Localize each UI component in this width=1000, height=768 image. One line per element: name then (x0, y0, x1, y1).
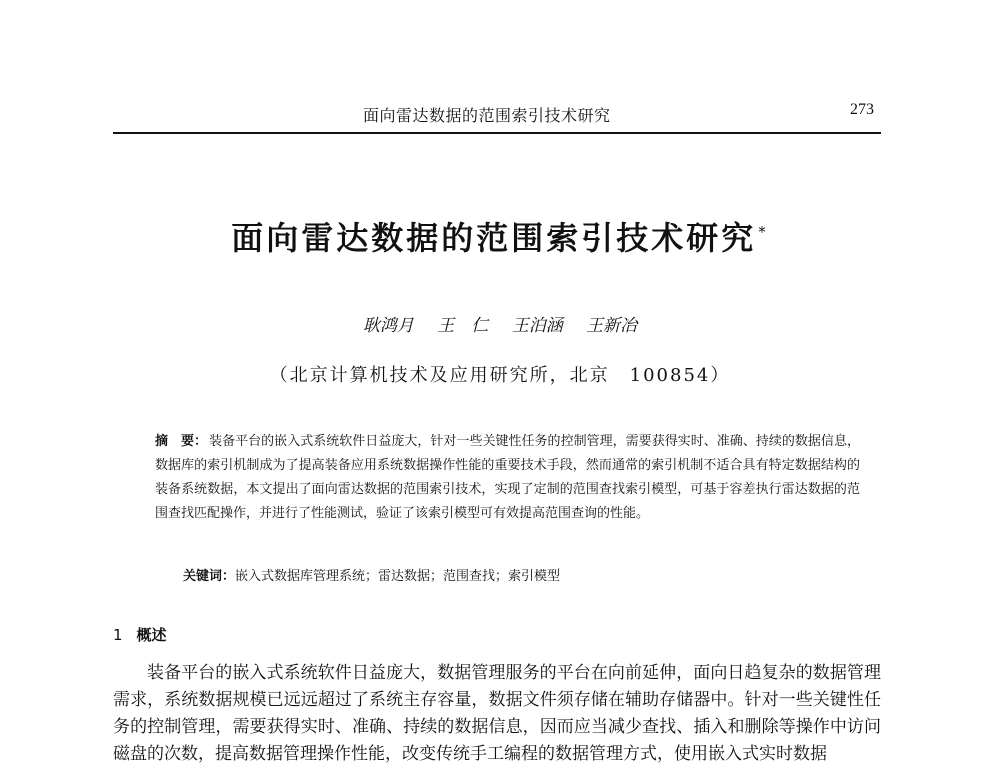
title-footnote-mark: * (758, 223, 769, 242)
author-name: 耿鸿月 (362, 316, 414, 336)
abstract-text: 装备平台的嵌入式系统软件日益庞大，针对一些关键性任务的控制管理，需要获得实时、准确、持续的数据信息，数据库的索引机制成为了提高装备应用系统数据操作性能的重要技术手段，然而通常的索引机制不适合具有特定数据结构的装备系统数据，本文提出了面向雷达数据的范围索引技术，实现了定制的范围查找索引模型，可基于容差执行雷达数据的范围查找匹配操作，并进行了性能测试，验证了该索引模型可有效提高范围查询的性能。 (155, 434, 860, 521)
keywords (183, 565, 560, 584)
section-heading (113, 624, 167, 645)
page-number: 273 (850, 101, 874, 118)
keywords-text: 嵌入式数据库管理系统；雷达数据；范围查找；索引模型 (235, 569, 561, 584)
author-name: 王 仁 (437, 316, 489, 336)
keywords-label: 关键词： (183, 569, 236, 584)
author-name: 王新冶 (586, 316, 638, 336)
section-number: 1 (113, 626, 123, 644)
affiliation: （北京计算机技术及应用研究所，北京 100854） (269, 365, 731, 386)
article-title-text: 面向雷达数据的范围索引技术研究 (231, 219, 757, 257)
abstract-label: 摘 要： (155, 434, 208, 449)
body-paragraph: 装备平台的嵌入式系统软件日益庞大，数据管理服务的平台在向前延伸，面向日趋复杂的数据管理需求，系统数据规模已远远超过了系统主存容量，数据文件须存储在辅助存储器中。针对一些关键性任务的控制管理，需要获得实时、准确、持续的数据信息，因而应当减少查找、插入和删除等操作中访问磁盘的次数，提高数据管理操作性能，改变传统手工编程的数据管理方式，使用嵌入式实时数据 (113, 663, 881, 764)
running-head-title: 面向雷达数据的范围索引技术研究 (363, 106, 611, 125)
author-name: 王泊涵 (511, 316, 563, 336)
header-rule (113, 132, 881, 134)
section-title: 概述 (136, 626, 167, 644)
article-title (0, 213, 1000, 259)
abstract (155, 430, 860, 526)
author-list (0, 311, 1000, 336)
